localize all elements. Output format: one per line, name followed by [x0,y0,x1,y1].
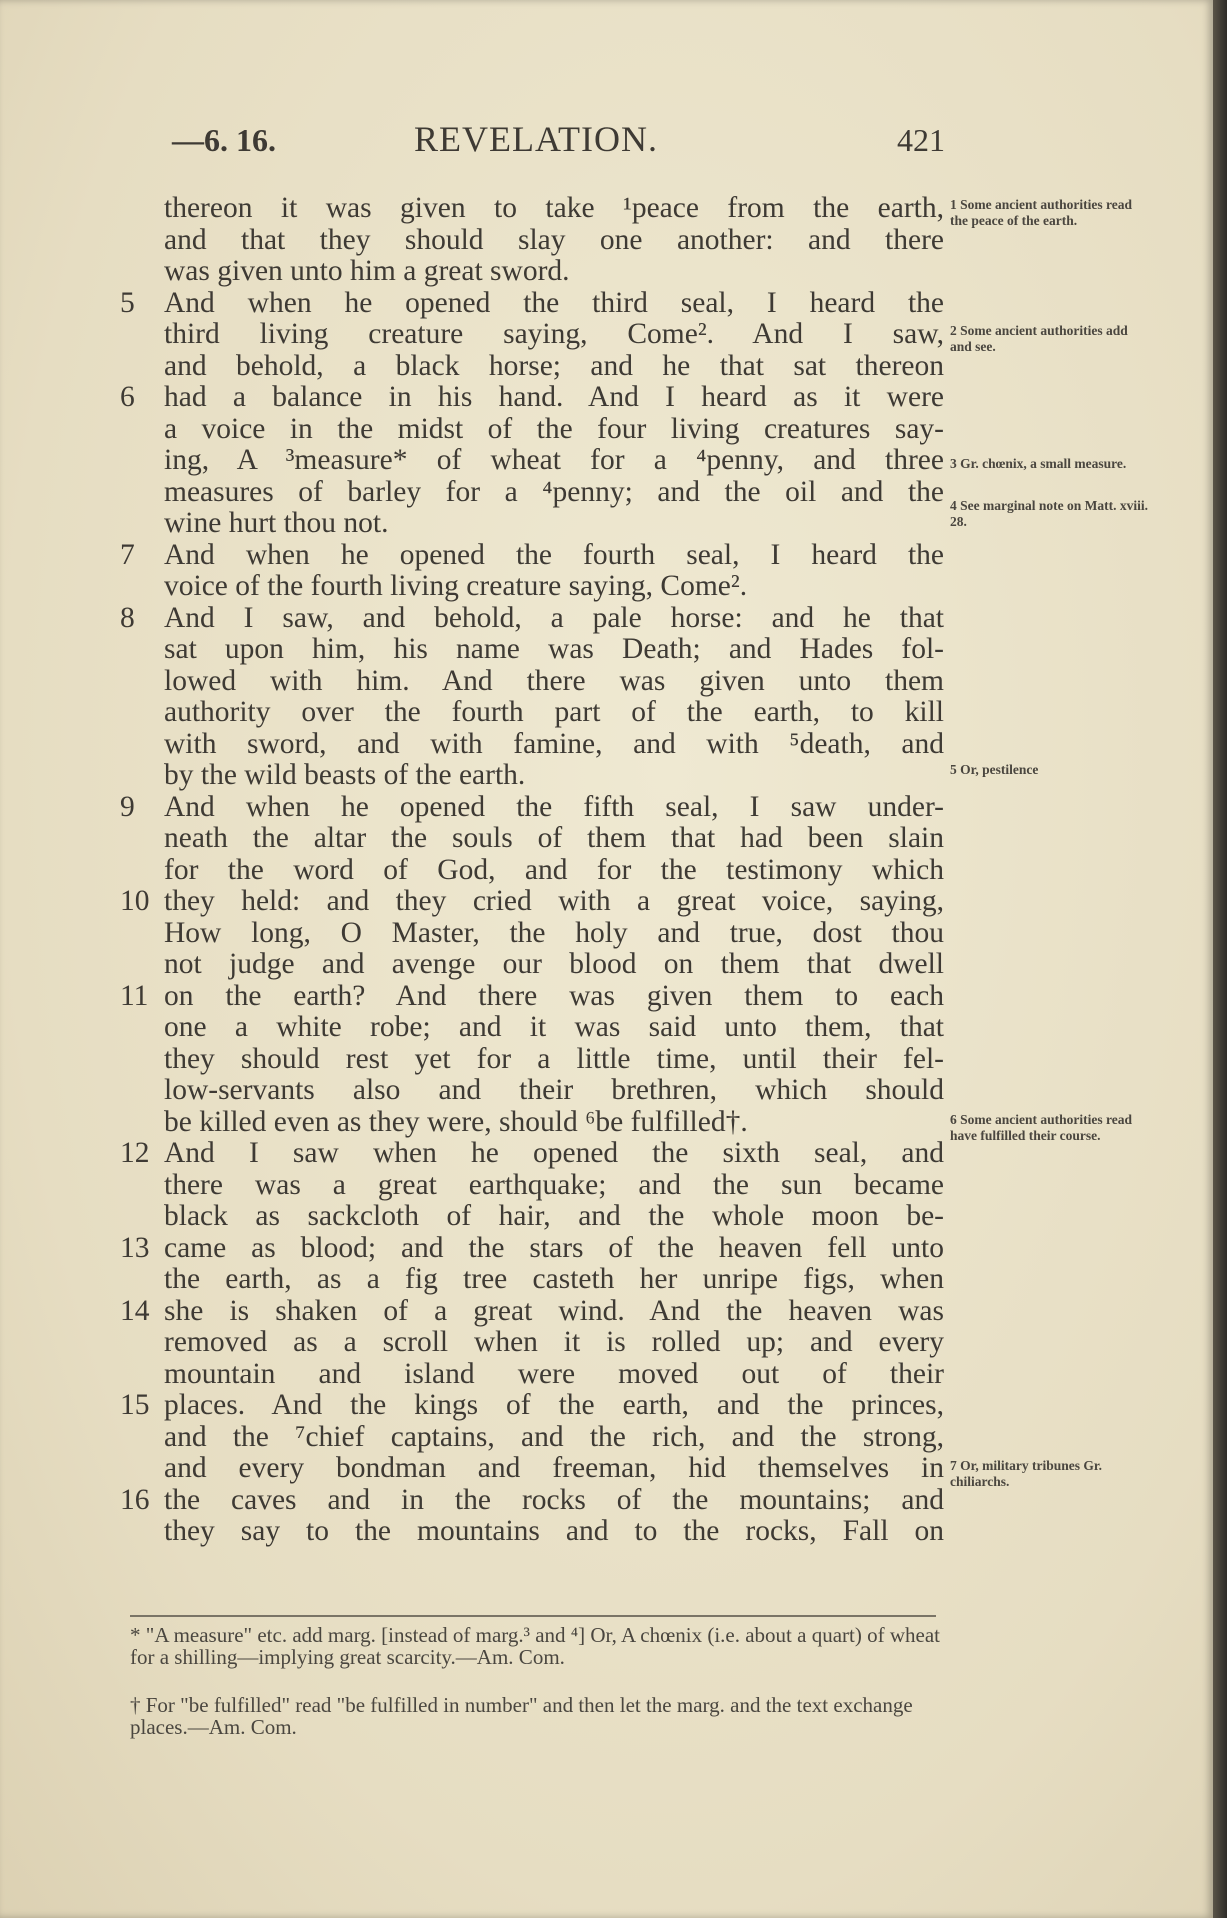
page-edge [1213,0,1227,1918]
footnote: † For "be fulfilled" read "be fulfilled in number" and then let the marg. and the text exchange places.—Am. Com. [130,1693,913,1739]
text-line: on the earth? And there was given them to each [164,980,944,1012]
text-line: with sword, and with famine, and with ⁵death, and [164,728,944,760]
verse-number [120,1513,164,1549]
verse-number: 5 [120,287,135,319]
verse-number [120,253,164,289]
margin-note: 7 Or, military tribunes Gr. chiliarchs. [950,1458,1103,1489]
text-line: third living creature saying, Come². And I saw, [164,318,944,350]
text-line: thereon it was given to take ¹peace from the earth, [164,192,944,224]
margin-note: 3 Gr. chœnix, a small measure. [950,456,1127,471]
running-header [0,119,1213,168]
text-line: lowed with him. And there was given unto them [164,665,944,697]
text-line: And when he opened the third seal, I heard the [164,287,944,319]
chapter-verse-ref: —6. 16. [172,122,276,158]
text-line: the earth, as a fig tree casteth her unripe figs, when [164,1263,944,1295]
verse-number [120,694,164,730]
verse-number [120,1450,164,1486]
verse-number: 11 [120,980,149,1012]
text-line: the caves and in the rocks of the mountains; and [164,1484,944,1516]
verse-number [120,568,164,604]
verse-number [120,442,164,478]
verse-number: 8 [120,602,135,634]
text-line: places. And the kings of the earth, and the princes, [164,1389,944,1421]
text-line: ing, A ³measure* of wheat for a ⁴penny, and three [164,444,944,476]
text-line: and behold, a black horse; and he that sat thereon [164,350,944,382]
text-line: by the wild beasts of the earth. [164,759,526,791]
text-line: they say to the mountains and to the rocks, Fall on [164,1515,944,1547]
text-line: How long, O Master, the holy and true, dost thou [164,917,944,949]
text-line: neath the altar the souls of them that had been slain [164,822,944,854]
verse-number [120,316,164,352]
verse-number [120,1072,164,1108]
text-line: sat upon him, his name was Death; and Hades fol- [164,633,944,665]
text-line: there was a great earthquake; and the sun became [164,1169,944,1201]
text-line: a voice in the midst of the four living creatures say- [164,413,944,445]
verse-number: 6 [120,381,135,413]
margin-note: 5 Or, pestilence [950,762,1039,777]
margin-note: 4 See marginal note on Matt. xviii. 28. [950,498,1148,529]
text-line: came as blood; and the stars of the heaven fell unto [164,1232,944,1264]
text-line: And I saw, and behold, a pale horse: and he that [164,602,944,634]
book-title: REVELATION. [414,119,658,159]
margin-note: 1 Some ancient authorities read the peace of the earth. [950,197,1132,228]
text-line: be killed even as they were, should ⁶be fulfilled†. [164,1106,748,1138]
verse-number: 7 [120,539,135,571]
text-line: low-servants also and their brethren, which should [164,1074,944,1106]
text-line: and every bondman and freeman, hid themselves in [164,1452,944,1484]
verse-number [120,505,164,541]
verse-number: 13 [120,1232,150,1264]
text-line: And when he opened the fifth seal, I saw under- [164,791,944,823]
verse-number [120,1009,164,1045]
verse-number [120,1198,164,1234]
text-line: And when he opened the fourth seal, I heard the [164,539,944,571]
verse-number: 12 [120,1137,150,1169]
verse-number: 14 [120,1295,150,1327]
text-line: they should rest yet for a little time, until their fel- [164,1043,944,1075]
verse-number [120,190,164,226]
page-number: 421 [897,122,945,158]
footnote: * "A measure" etc. add marg. [instead of marg.³ and ⁴] Or, A chœnix (i.e. about a quart) of wheat for a shilling—implying great scarcity.—Am. Com. [130,1623,940,1669]
text-line: one a white robe; and it was said unto them, that [164,1011,944,1043]
verse-number: 10 [120,885,150,917]
text-line: mountain and island were moved out of their [164,1358,944,1390]
text-line: wine hurt thou not. [164,507,389,539]
margin-note: 6 Some ancient authorities read have fulfilled their course. [950,1112,1132,1143]
verse-number [120,1261,164,1297]
verse-number [120,757,164,793]
text-line: and the ⁷chief captains, and the rich, and the strong, [164,1421,944,1453]
verse-number: 16 [120,1484,150,1516]
text-line: had a balance in his hand. And I heard as it were [164,381,944,413]
verse-number [120,946,164,982]
verse-number [120,820,164,856]
text-line: And I saw when he opened the sixth seal, and [164,1137,944,1169]
text-line: removed as a scroll when it is rolled up; and every [164,1326,944,1358]
verse-number [120,631,164,667]
text-line: not judge and avenge our blood on them that dwell [164,948,944,980]
text-line: was given unto him a great sword. [164,255,570,287]
margin-note: 2 Some ancient authorities add and see. [950,323,1128,354]
verse-number [120,1324,164,1360]
text-line: measures of barley for a ⁴penny; and the oil and the [164,476,944,508]
text-line: for the word of God, and for the testimony which [164,854,944,886]
text-line: black as sackcloth of hair, and the whole moon be- [164,1200,944,1232]
text-line: and that they should slay one another: and there [164,224,944,256]
verse-number: 15 [120,1389,150,1421]
text-line: voice of the fourth living creature saying, Come². [164,570,748,602]
text-line: they held: and they cried with a great voice, saying, [164,885,944,917]
footnote-rule [130,1615,936,1617]
text-line: authority over the fourth part of the earth, to kill [164,696,944,728]
text-line: she is shaken of a great wind. And the heaven was [164,1295,944,1327]
verse-number: 9 [120,791,135,823]
